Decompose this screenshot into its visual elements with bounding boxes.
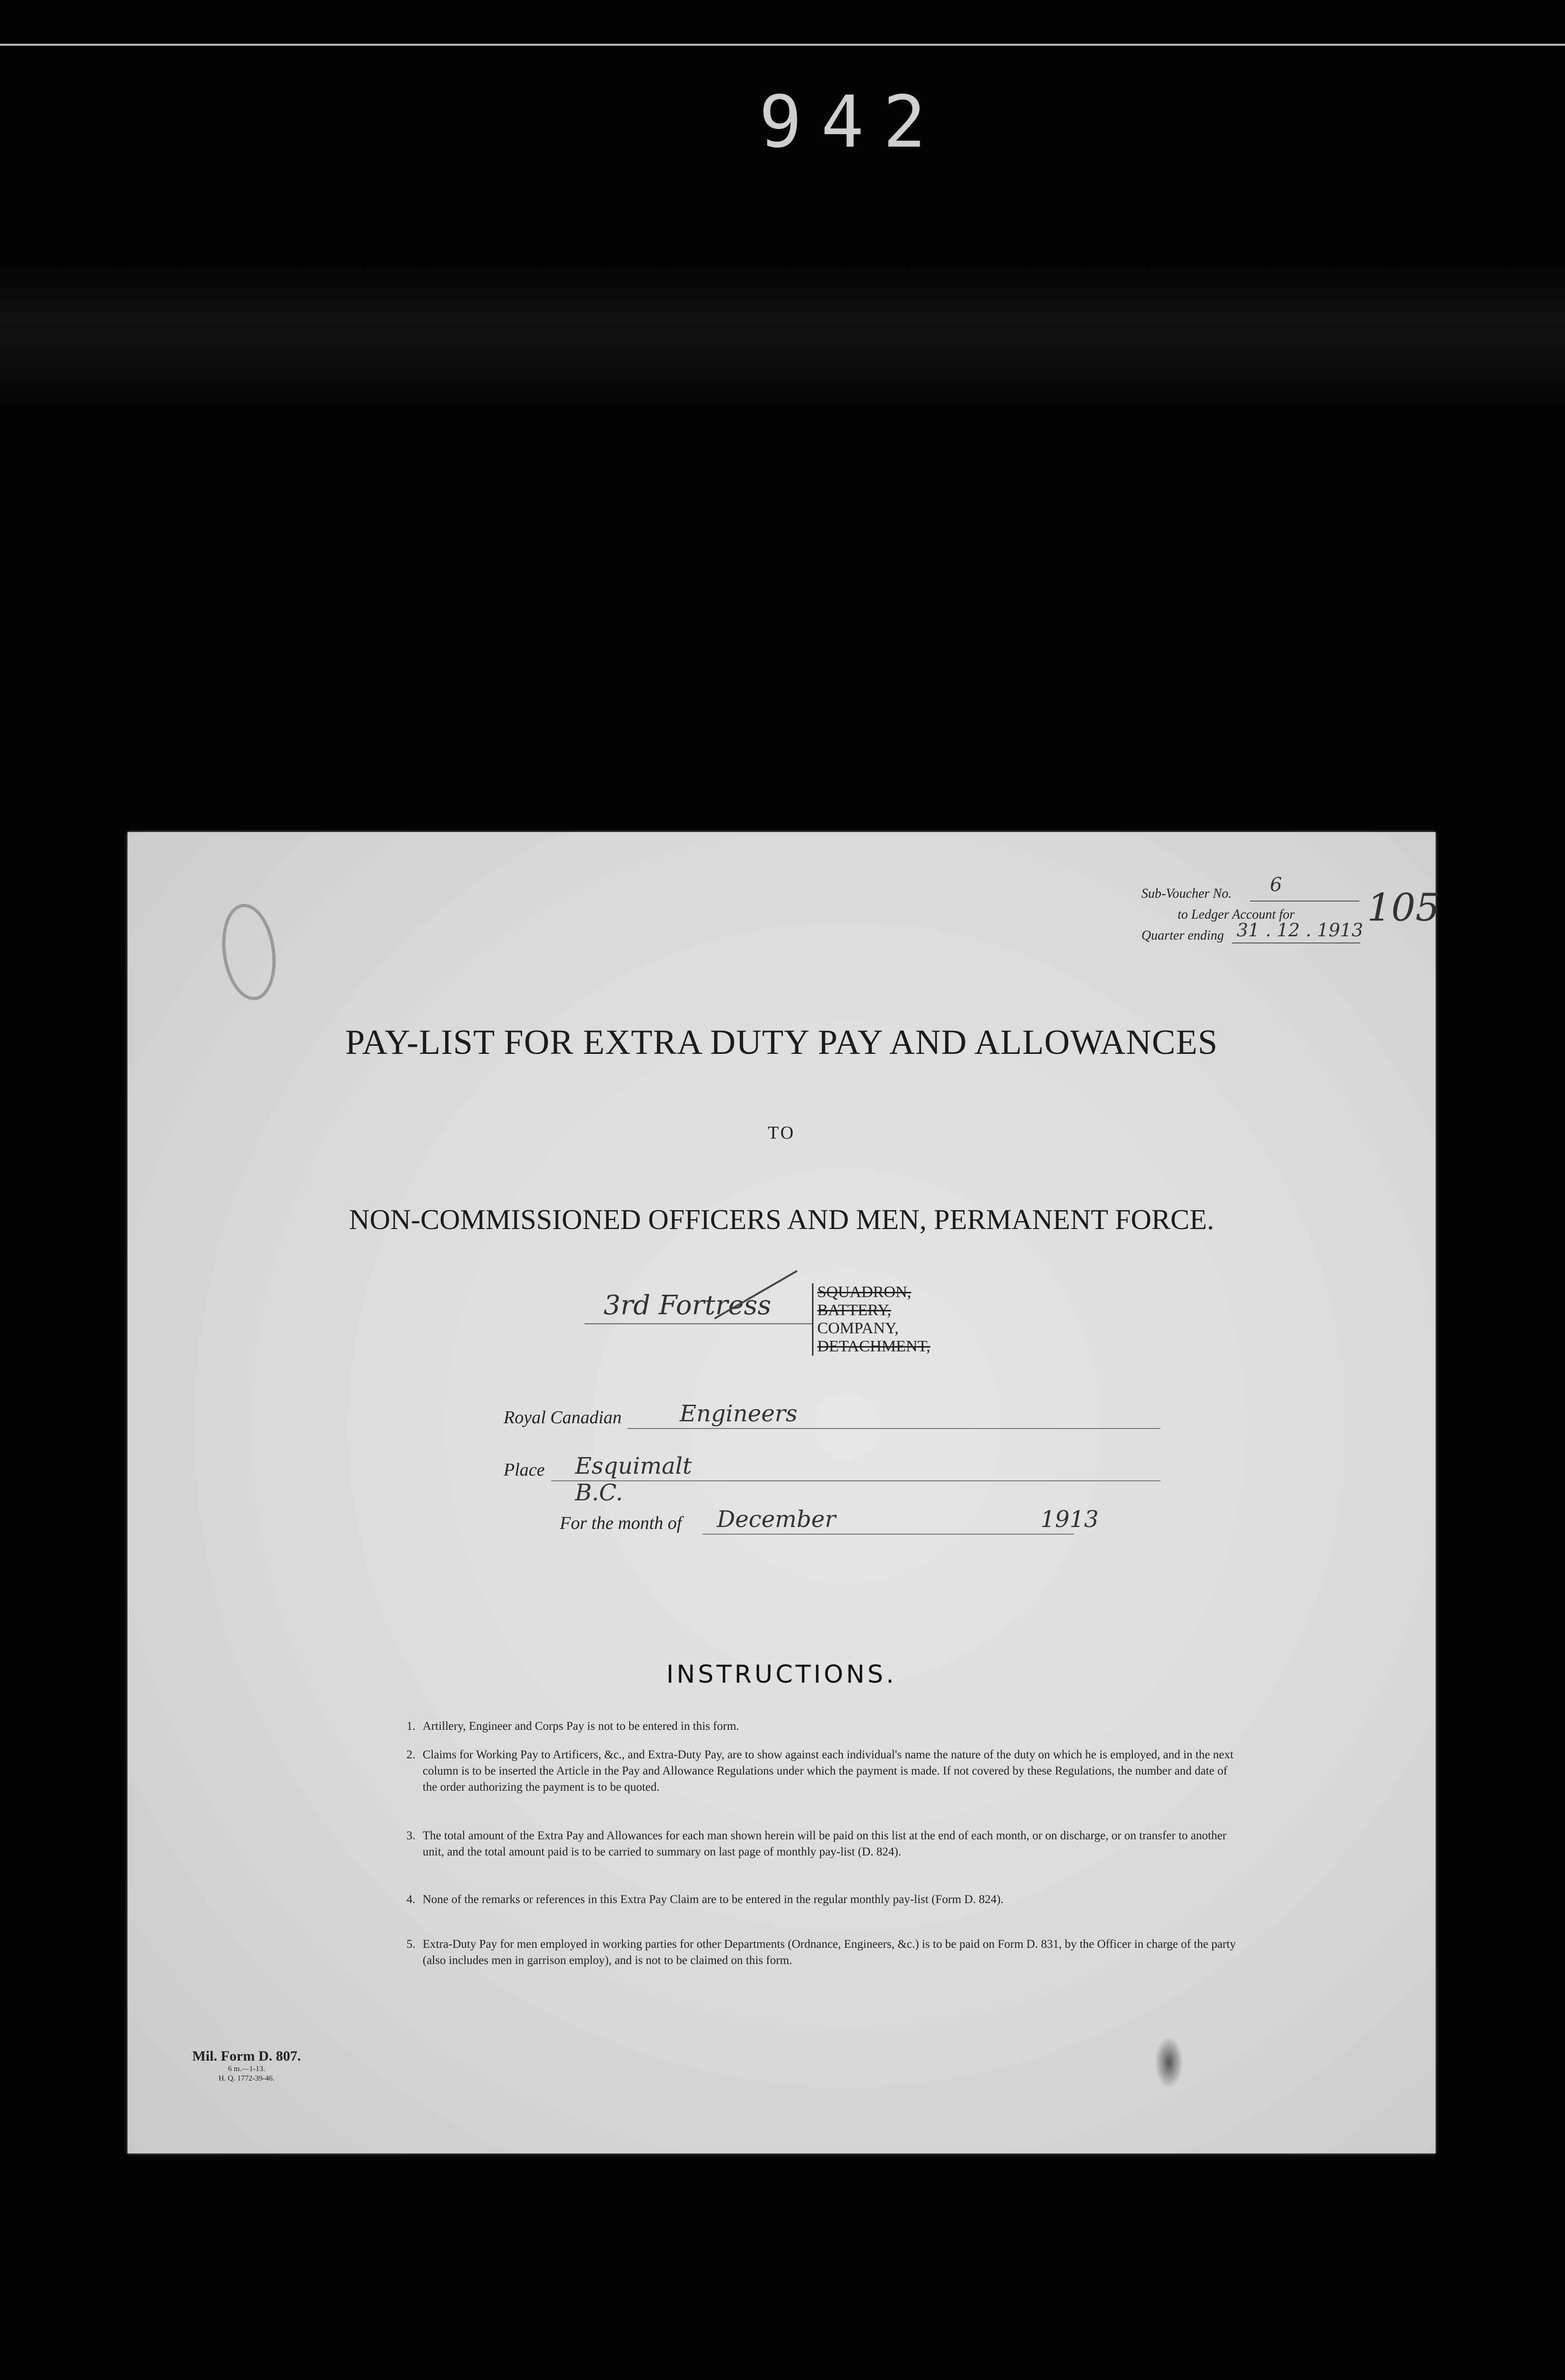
place-value: Esquimalt B.C. [575, 1453, 692, 1506]
place-label: Place [504, 1460, 545, 1480]
unit-option-battery: BATTERY, [817, 1301, 891, 1319]
place-field [504, 1453, 692, 1506]
unit-handwritten: 3rd Fortress [604, 1290, 772, 1321]
instructions-heading: INSTRUCTIONS. [666, 1660, 897, 1689]
corps-value: Engineers [680, 1400, 798, 1427]
document-subtitle: NON-COMMISSIONED OFFICERS AND MEN, PERMANENT FORCE. [349, 1204, 1214, 1235]
instruction-item [406, 1718, 1241, 1735]
pay-list-document [128, 832, 1440, 2153]
corps-underline [627, 1428, 1160, 1429]
year-value: 1913 [1040, 1506, 1099, 1533]
film-top-rule [0, 44, 1565, 46]
form-name: Mil. Form D. 807. [192, 2048, 301, 2064]
instruction-item [406, 1892, 1241, 1908]
instruction-item [406, 1936, 1241, 1969]
quarter-ending-label: Quarter ending [1141, 928, 1224, 943]
unit-option-detachment: DETACHMENT, [817, 1338, 931, 1355]
ink-smudge [1155, 2036, 1183, 2089]
pencil-circle-mark [216, 900, 281, 1003]
form-hq-ref: H. Q. 1772-39-46. [218, 2074, 275, 2082]
corps-label: Royal Canadian [504, 1408, 622, 1428]
instruction-item [406, 1747, 1241, 1795]
instruction-number: 3. [406, 1829, 416, 1842]
document-title: PAY-LIST FOR EXTRA DUTY PAY AND ALLOWANCES [345, 1023, 1218, 1062]
document-title-to: TO [768, 1123, 795, 1143]
instruction-number: 1. [406, 1720, 416, 1733]
form-print-run: 6 m.—1-13. [228, 2065, 265, 2073]
form-identifier [189, 2048, 304, 2083]
corps-field [504, 1400, 798, 1428]
film-frame-number: 942 [759, 81, 945, 164]
month-value: December [717, 1506, 836, 1533]
unit-block [584, 1279, 1108, 1360]
instruction-number: 4. [406, 1893, 416, 1906]
unit-option-company: COMPANY, [817, 1319, 899, 1337]
instruction-item [406, 1828, 1241, 1860]
month-field [560, 1506, 1099, 1534]
unit-type-options [812, 1283, 930, 1356]
sub-voucher-block [1141, 874, 1389, 947]
month-label: For the month of [560, 1513, 682, 1533]
instruction-number: 2. [406, 1748, 416, 1761]
sub-voucher-label: Sub-Voucher No. [1141, 886, 1232, 901]
sub-voucher-line [1250, 884, 1359, 902]
handwritten-page-number: 105 [1367, 885, 1440, 930]
instruction-text: The total amount of the Extra Pay and Allowances for each man shown herein will be paid on this list at the end of each month, or on discharge, or on transfer to another unit, and the total amount paid is to be carried to summary on last page of monthly pay-list (D. 824). [423, 1829, 1227, 1858]
instruction-number: 5. [406, 1938, 416, 1951]
film-band [0, 267, 1565, 405]
unit-underline [584, 1323, 813, 1324]
instruction-text: Artillery, Engineer and Corps Pay is not to be entered in this form. [423, 1720, 739, 1733]
quarter-ending-value: 31 . 12 . 1913 [1237, 920, 1363, 941]
unit-option-squadron: SQUADRON, [817, 1283, 911, 1301]
instruction-text: Claims for Working Pay to Artificers, &c., and Extra-Duty Pay, are to show against each individual's name the nature of the duty on which he is employed, and in the next column is to be inserted the Article in the Pay and Allowance Regulations under which the payment is made. If not covered by these Regulations, the number and date of the order authorizing the payment is to be quoted. [423, 1748, 1234, 1794]
month-underline [703, 1534, 1074, 1535]
sub-voucher-value: 6 [1270, 874, 1282, 896]
instruction-text: Extra-Duty Pay for men employed in working parties for other Departments (Ordnance, Engineers, &c.) is to be paid on Form D. 831, by the Officer in charge of the party (also includes men in garrison employ), and is not to be claimed on this form. [423, 1938, 1236, 1967]
ledger-label: to Ledger Account for [1178, 907, 1295, 922]
instruction-text: None of the remarks or references in this Extra Pay Claim are to be entered in the regular monthly pay-list (Form D. 824). [423, 1893, 1004, 1906]
